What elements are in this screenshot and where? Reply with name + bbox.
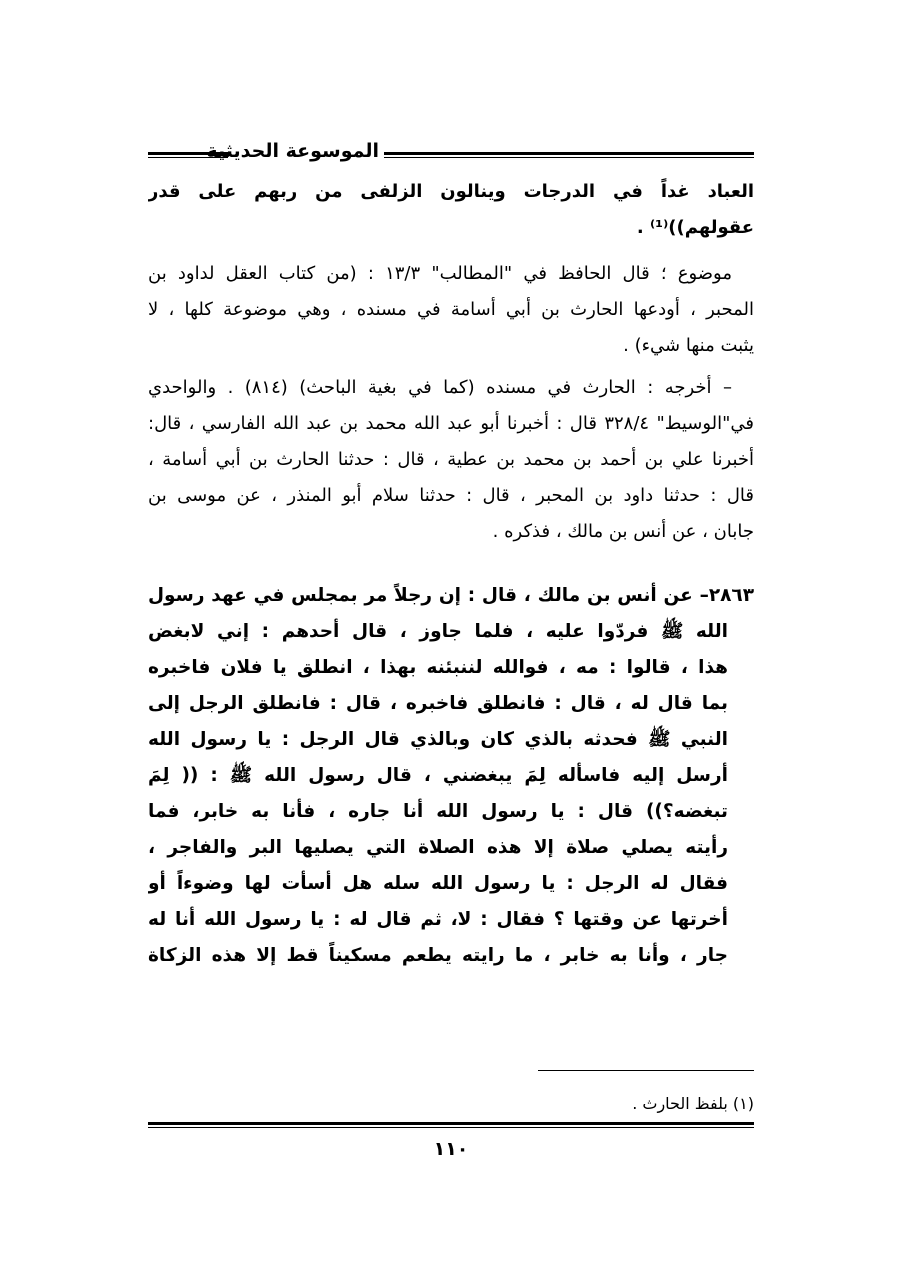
text-line: في"الوسيط" ٣٢٨/٤ قال : أخبرنا أبو عبد الله محمد بن عبد الله الفارسي ، قال: <box>148 413 754 434</box>
text-line: جابان ، عن أنس بن مالك ، فذكره . <box>492 521 754 542</box>
takhrij-paragraph <box>148 370 754 550</box>
text-line: فقال له الرجل : يا رسول الله سله هل أسأت لها وضوءاً أو <box>148 873 728 894</box>
running-header <box>148 140 754 170</box>
text-line: عقولهم))⁽¹⁾ . <box>636 217 754 238</box>
footnote-separator <box>538 1070 754 1071</box>
text-line: أخرتها عن وقتها ؟ فقال : لا، ثم قال له : يا رسول الله أنا له <box>148 909 728 930</box>
text-line: – أخرجه : الحارث في مسنده (كما في بغية الباحث) (٨١٤) . والواحدي <box>148 377 732 398</box>
footnote: (١) بلفظ الحارث . <box>632 1094 754 1113</box>
footer-rule <box>148 1122 754 1128</box>
text-line: أرسل إليه فاسأله لِمَ يبغضني ، قال رسول الله ﷺ : (( لِمَ <box>148 765 728 786</box>
text-line: رأيته يصلي صلاة إلا هذه الصلاة التي يصليها البر والفاجر ، <box>148 837 728 858</box>
text-line: النبي ﷺ فحدثه بالذي كان وبالذي قال الرجل : يا رسول الله <box>148 729 728 750</box>
text-line: المحبر ، أودعها الحارث بن أبي أسامة في مسنده ، وهي موضوعة كلها ، لا <box>148 299 754 320</box>
text-line: بما قال له ، قال : فانطلق فاخبره ، قال : فانطلق الرجل إلى <box>148 693 728 714</box>
header-title: الموسوعة الحديثية <box>206 140 379 162</box>
text-line: هذا ، قالوا : مه ، فوالله لننبئنه بهذا ، انطلق يا فلان فاخبره <box>148 657 728 678</box>
header-rule-right <box>384 152 754 158</box>
text-line: الله ﷺ فردّوا عليه ، فلما جاوز ، قال أحدهم : إني لابغض <box>148 621 728 642</box>
hadith-paragraph <box>148 578 754 974</box>
text-line: قال : حدثنا داود بن المحبر ، قال : حدثنا سلام أبو المنذر ، عن موسى بن <box>148 485 754 506</box>
text-line: يثبت منها شيء) . <box>623 335 754 356</box>
text-line: ٢٨٦٣– عن أنس بن مالك ، قال : إن رجلاً مر بمجلس في عهد رسول <box>148 585 754 606</box>
grading-paragraph <box>148 256 754 364</box>
text-line: أخبرنا علي بن أحمد بن محمد بن عطية ، قال : حدثنا الحارث بن أبي أسامة ، <box>148 449 754 470</box>
page-number: ١١٠ <box>433 1138 469 1160</box>
text-line: العباد غداً في الدرجات وينالون الزلفى من ربهم على قدر <box>148 181 754 202</box>
intro-paragraph <box>148 174 754 246</box>
text-line: تبغضه؟)) قال : يا رسول الله أنا جاره ، فأنا به خابر، فما <box>148 801 728 822</box>
text-line: جار ، وأنا به خابر ، ما رايته يطعم مسكيناً قط إلا هذه الزكاة <box>148 945 728 966</box>
text-line: موضوع ؛ قال الحافظ في "المطالب" ١٣/٣ : (من كتاب العقل لداود بن <box>148 263 733 284</box>
